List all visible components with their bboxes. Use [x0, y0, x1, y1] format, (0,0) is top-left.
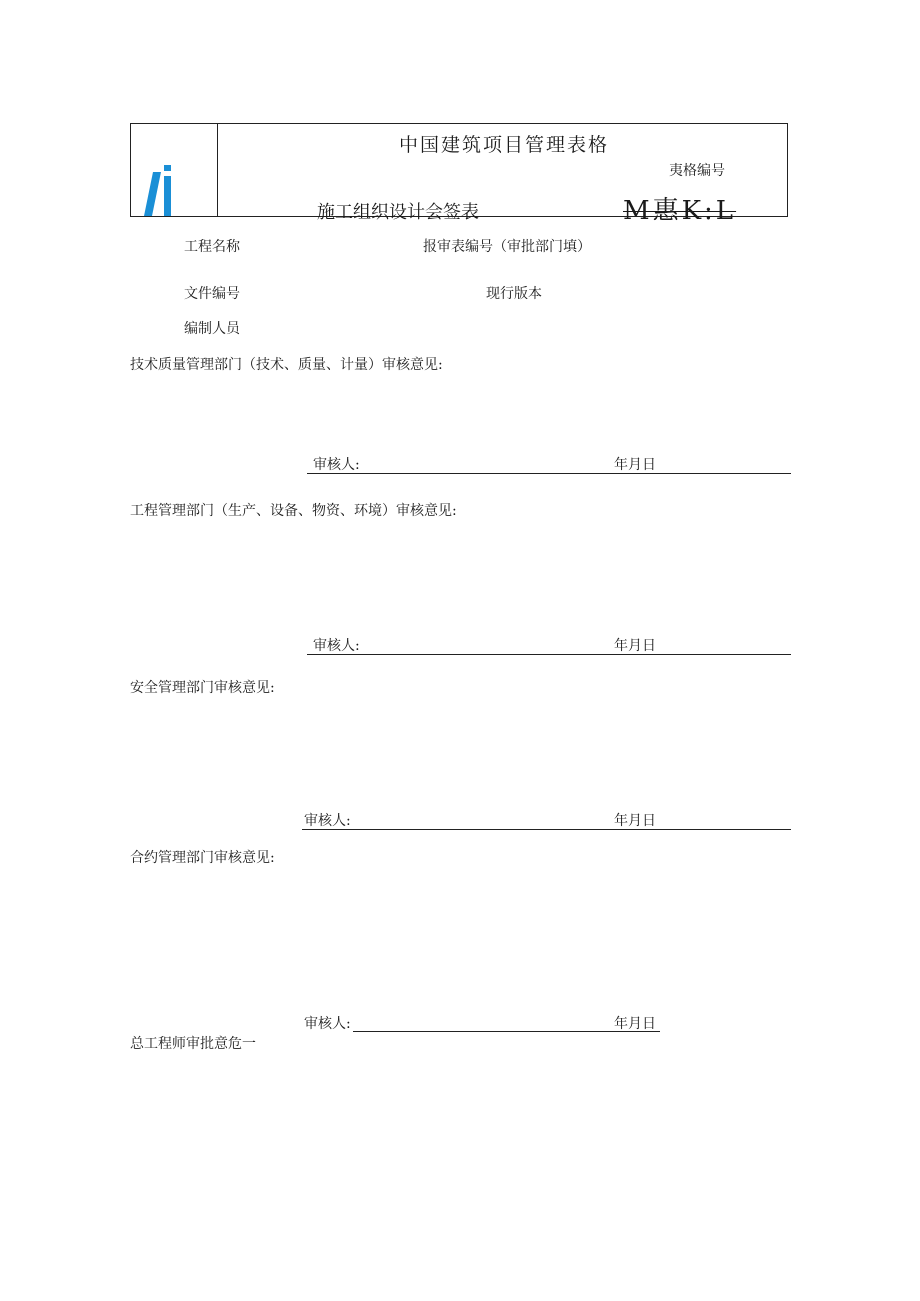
report-number-label: 报审表编号（审批部门填）	[423, 239, 591, 255]
signature-line	[307, 654, 791, 655]
signature-line	[353, 1031, 660, 1032]
signature-line	[302, 829, 791, 830]
date-label: 年月日	[614, 457, 656, 473]
company-logo-icon	[131, 124, 217, 216]
reviewer-label: 审核人:	[313, 457, 360, 473]
section-heading: 技术质量管理部门（技术、质量、计量）审核意见:	[130, 357, 443, 373]
chief-engineer-heading: 总工程师审批意危一	[130, 1036, 256, 1052]
reviewer-label: 审核人:	[304, 1016, 351, 1032]
reviewer-label: 审核人:	[304, 813, 351, 829]
project-name-label: 工程名称	[184, 239, 240, 255]
section-heading: 安全管理部门审核意见:	[130, 680, 275, 696]
date-label: 年月日	[614, 1016, 656, 1032]
date-label: 年月日	[614, 813, 656, 829]
logo-cell	[131, 124, 218, 216]
date-label: 年月日	[614, 638, 656, 654]
header-title: 中国建筑项目管理表格	[399, 134, 610, 156]
form-code: M惠K:L	[623, 196, 737, 226]
form-header	[130, 123, 788, 226]
signature-line	[307, 473, 791, 474]
section-heading: 工程管理部门（生产、设备、物资、环境）审核意见:	[130, 503, 457, 519]
compiler-label: 编制人员	[184, 321, 240, 337]
form-number-label: 夷格编号	[669, 163, 725, 179]
current-version-label: 现行版本	[486, 286, 542, 302]
form-name: 施工组织设计会签表	[317, 202, 479, 223]
file-number-label: 文件编号	[184, 286, 240, 302]
reviewer-label: 审核人:	[313, 638, 360, 654]
section-heading: 合约管理部门审核意见:	[130, 850, 275, 866]
